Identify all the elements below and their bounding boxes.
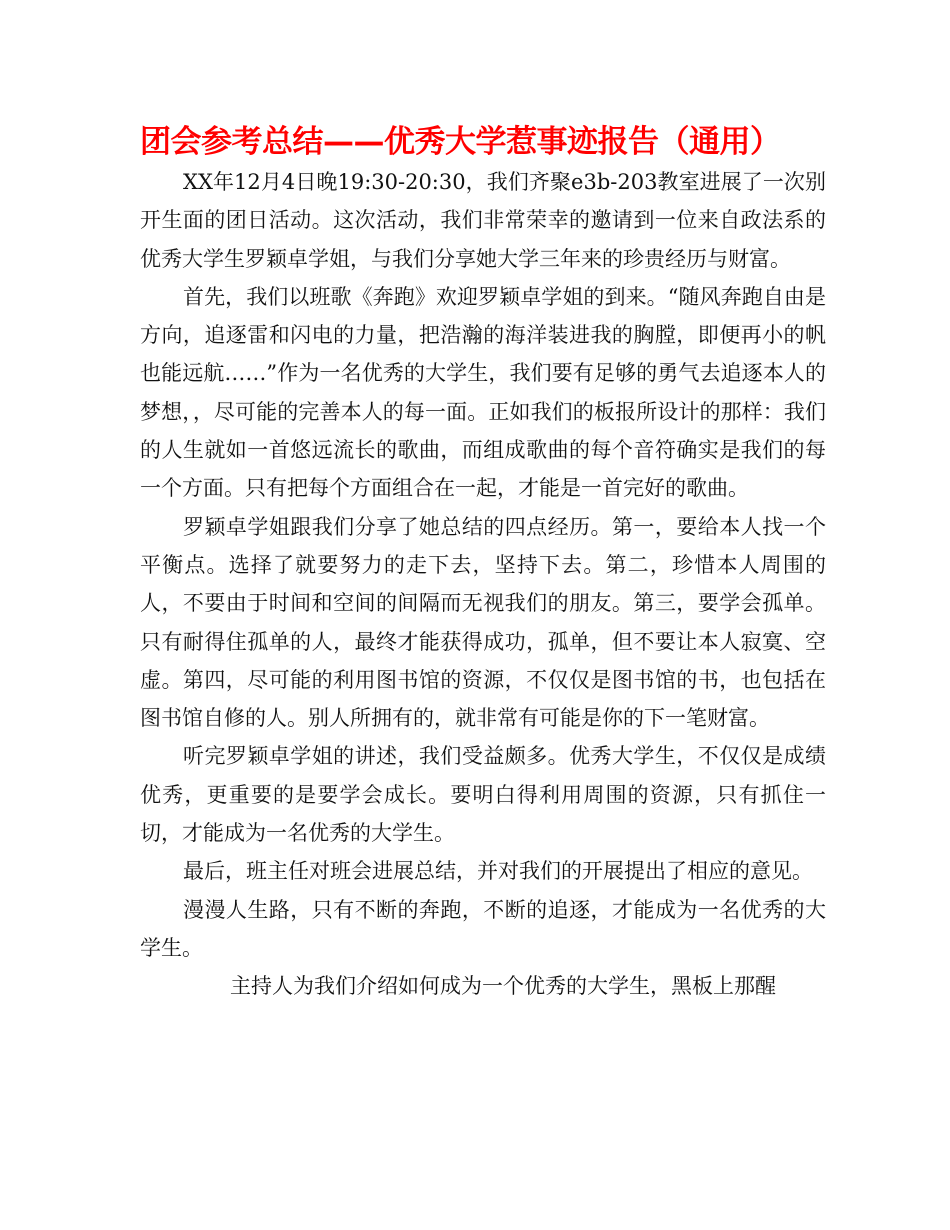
paragraph-host-intro: 主持人为我们介绍如何成为一个优秀的大学生，黑板上那醒 — [230, 974, 776, 999]
paragraph-conclusion: 漫漫人生路，只有不断的奔跑，不断的追逐，才能成为一名优秀的大学生。 — [140, 897, 826, 960]
document-title: 团会参考总结——优秀大学惹事迹报告（通用） — [140, 124, 781, 160]
paragraph-activity-intro: XX年12月4日晚19:30-20:30，我们齐聚e3b-203教室进展了一次别开生面的团日活动。这次活动，我们非常荣幸的邀请到一位来自政法系的优秀大学生罗颖卓学姐，与我们分享她大学三年来的珍贵经历与财富。 — [140, 170, 826, 271]
paragraph-teacher-summary: 最后，班主任对班会进展总结，并对我们的开展提出了相应的意见。 — [183, 859, 813, 884]
paragraph-reflection: 听完罗颖卓学姐的讲述，我们受益颇多。优秀大学生，不仅仅是成绩优秀，更重要的是要学会成长。要明白得利用周围的资源，只有抓住一切，才能成为一名优秀的大学生。 — [140, 744, 826, 846]
paragraph-four-experiences: 罗颖卓学姐跟我们分享了她总结的四点经历。第一，要给本人找一个平衡点。选择了就要努力的走下去，坚持下去。第二，珍惜本人周围的人，不要由于时间和空间的间隔而无视我们的朋友。第三，要学会孤单。只有耐得住孤单的人，最终才能获得成功，孤单，但不要让本人寂寞、空虚。第四，尽可能的利用图书馆的资源，不仅仅是图书馆的书，也包括在图书馆自修的人。别人所拥有的，就非常有可能是你的下一笔财富。 — [140, 514, 826, 731]
document-body — [140, 163, 826, 1006]
paragraph-class-song: 首先，我们以班歌《奔跑》欢迎罗颖卓学姐的到来。“随风奔跑自由是方向，追逐雷和闪电的力量，把浩瀚的海洋装进我的胸膛，即便再小的帆也能远航……”作为一名优秀的大学生，我们要有足够的勇气去追逐本人的梦想，，尽可能的完善本人的每一面。正如我们的板报所设计的那样：我们的人生就如一首悠远流长的歌曲，而组成歌曲的每个音符确实是我们的每一个方面。只有把每个方面组合在一起，才能是一首完好的歌曲。 — [140, 284, 826, 501]
